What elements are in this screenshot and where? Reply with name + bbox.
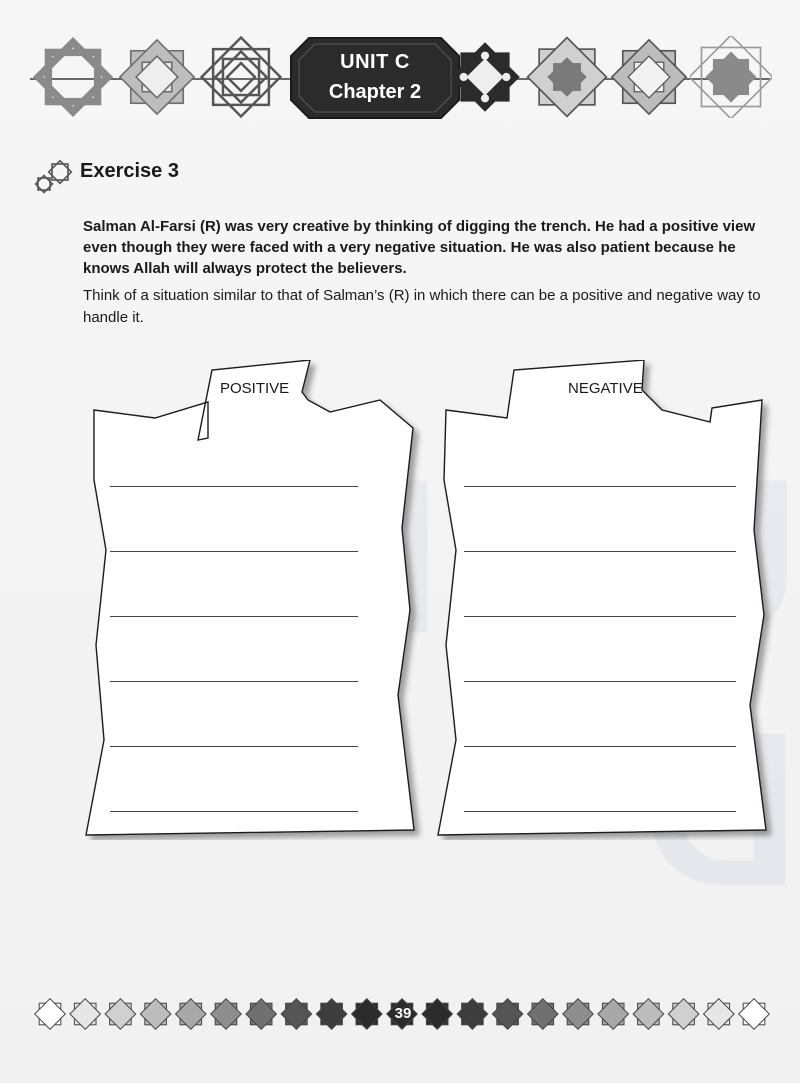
footer-star-icon <box>211 999 242 1030</box>
footer-star-icon <box>281 999 312 1030</box>
footer-star-icon <box>668 999 699 1030</box>
footer-star-icon <box>457 999 488 1030</box>
octagram-ornament-icon <box>32 36 114 118</box>
footer-star-icon <box>35 999 66 1030</box>
light-star-ornament-icon <box>690 36 772 118</box>
negative-card-shape <box>432 360 777 840</box>
positive-card <box>80 360 425 840</box>
exercise-star-icon <box>34 160 76 196</box>
positive-write-line-4[interactable] <box>110 681 358 682</box>
exercise-intro-bold: Salman Al-Farsi (R) was very creative by thinking of digging the trench. He had a positive view even though they were faced with a very negative situation. He was also patient because he knows Allah will always protect the believers. <box>83 218 756 277</box>
positive-label: POSITIVE <box>220 380 290 397</box>
negative-write-line-6[interactable] <box>464 811 736 812</box>
negative-write-line-1[interactable] <box>464 486 736 487</box>
positive-write-line-3[interactable] <box>110 616 358 617</box>
footer-border <box>30 992 770 1036</box>
exercise-title: Exercise 3 <box>80 160 179 182</box>
positive-card-shape <box>80 360 425 840</box>
dark-star-ornament-icon <box>444 36 526 118</box>
exercise-instructions: Think of a situation similar to that of Salman’s (R) in which there can be a positive and negative way to handle it. <box>83 287 761 326</box>
footer-star-icon <box>563 999 594 1030</box>
footer-star-icon <box>352 999 383 1030</box>
footer-star-icon <box>70 999 101 1030</box>
positive-write-line-5[interactable] <box>110 746 358 747</box>
gray-star-ornament-icon <box>526 36 608 118</box>
footer-star-icon <box>528 999 559 1030</box>
negative-write-line-4[interactable] <box>464 681 736 682</box>
negative-write-line-2[interactable] <box>464 551 736 552</box>
footer-star-icon <box>422 999 453 1030</box>
footer-star-icon <box>704 999 735 1030</box>
chapter-title: Chapter 2 <box>328 81 422 103</box>
negative-write-line-5[interactable] <box>464 746 736 747</box>
positive-write-line-1[interactable] <box>110 486 358 487</box>
outline-star-ornament-icon <box>608 36 690 118</box>
footer-star-icon <box>246 999 277 1030</box>
page-number: 39 <box>394 1005 412 1022</box>
star-pattern-ornament-icon <box>116 36 198 118</box>
unit-badge <box>285 30 465 126</box>
footer-star-icon <box>140 999 171 1030</box>
footer-star-icon <box>598 999 629 1030</box>
footer-star-icon <box>739 999 770 1030</box>
footer-star-icon <box>316 999 347 1030</box>
negative-card <box>432 360 777 840</box>
negative-label: NEGATIVE <box>568 380 643 397</box>
unit-title: UNIT C <box>340 51 410 73</box>
positive-write-line-2[interactable] <box>110 551 358 552</box>
positive-write-line-6[interactable] <box>110 811 358 812</box>
footer-star-icon <box>176 999 207 1030</box>
footer-star-icon <box>105 999 136 1030</box>
header-band <box>30 34 770 124</box>
footer-star-icon <box>633 999 664 1030</box>
lattice-star-ornament-icon <box>200 36 282 118</box>
negative-write-line-3[interactable] <box>464 616 736 617</box>
footer-star-icon <box>492 999 523 1030</box>
